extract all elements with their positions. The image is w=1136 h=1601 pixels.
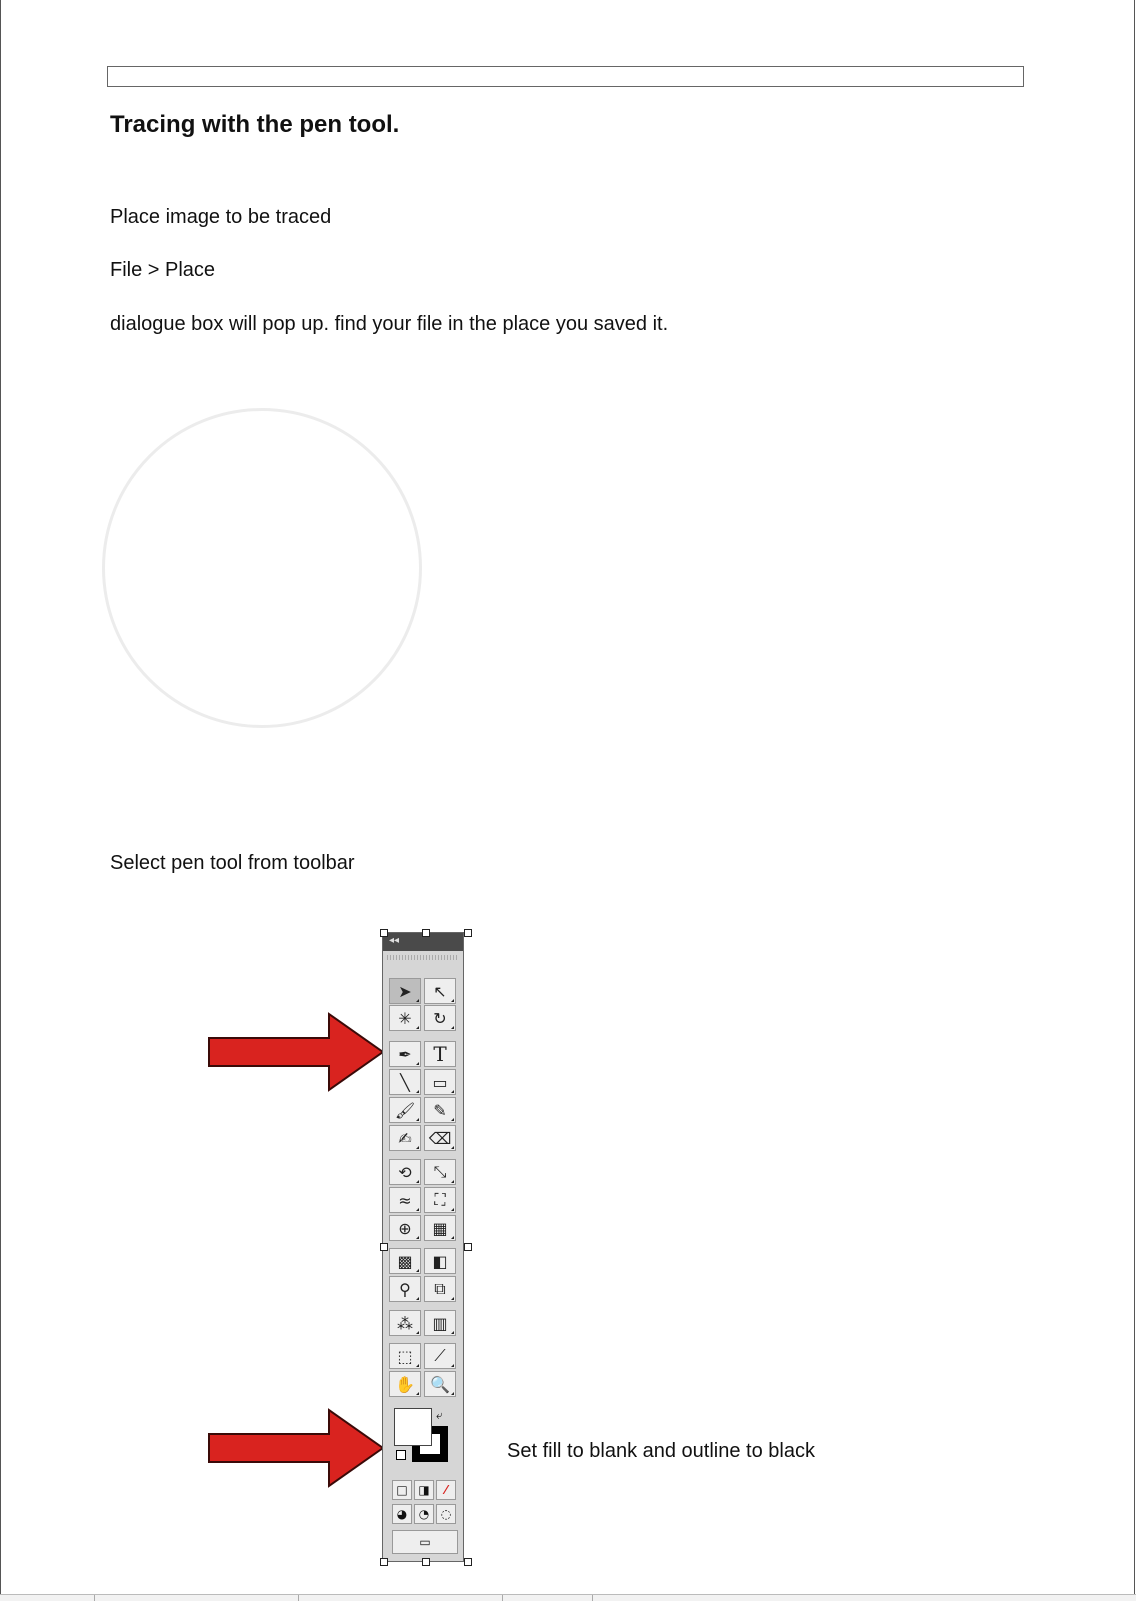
annotation-fill-outline: Set fill to blank and outline to black [507,1440,815,1462]
selection-handle[interactable] [422,1558,430,1566]
warp-tool-icon[interactable]: ≈ [389,1187,421,1213]
draw-behind-icon[interactable]: ◔ [414,1504,434,1524]
paragraph-file-place: File > Place [110,259,216,281]
red-arrow-pen-tool [207,1012,387,1092]
artboard-tool-icon[interactable]: ⬚ [389,1343,421,1369]
perspective-grid-tool-icon[interactable]: ▦ [424,1215,456,1241]
shape-builder-tool-icon[interactable]: ⊕ [389,1215,421,1241]
page-title: Tracing with the pen tool. [110,111,400,138]
color-mode-icon[interactable]: □ [392,1480,412,1500]
rectangle-tool-icon[interactable]: ▭ [424,1069,456,1095]
lasso-tool-icon[interactable]: ↻ [424,1005,456,1031]
selection-handle[interactable] [422,929,430,937]
paragraph-place-image: Place image to be traced [110,206,332,228]
arrow-shape-pen [209,1014,383,1090]
swap-fill-stroke-icon[interactable]: ⤶ [436,1408,443,1422]
selection-handle[interactable] [464,1558,472,1566]
fill-stroke-swatches [394,1408,452,1464]
symbol-sprayer-tool-icon[interactable]: ⁂ [389,1310,421,1336]
paragraph-select-pen-tool: Select pen tool from toolbar [110,852,355,874]
selection-handle[interactable] [380,1243,388,1251]
gradient-mode-icon[interactable]: ◨ [414,1480,434,1500]
draw-inside-icon[interactable]: ◌ [436,1504,456,1524]
header-text-box[interactable] [107,66,1024,87]
type-tool-icon[interactable]: T [424,1041,456,1067]
magic-wand-tool-icon[interactable]: ✳ [389,1005,421,1031]
page-border-right [1134,0,1135,1600]
column-graph-tool-icon[interactable]: ▥ [424,1310,456,1336]
selection-handle[interactable] [380,1558,388,1566]
selection-tool-icon[interactable]: ➤ [389,978,421,1004]
blob-brush-tool-icon[interactable]: ✍ [389,1125,421,1151]
fill-swatch[interactable] [394,1408,432,1446]
selection-handle[interactable] [464,929,472,937]
default-fill-stroke-icon[interactable] [396,1450,406,1460]
scale-tool-icon[interactable]: ⤡ [424,1159,456,1185]
page-border-left [0,0,1,1600]
selection-handle[interactable] [380,929,388,937]
red-arrow-fill-stroke [207,1408,387,1488]
placed-image-placeholder-circle [102,408,422,728]
slice-tool-icon[interactable]: ⟋ [424,1343,456,1369]
eraser-tool-icon[interactable]: ⌫ [424,1125,456,1151]
gradient-tool-icon[interactable]: ◧ [424,1248,456,1274]
free-transform-tool-icon[interactable]: ⛶ [424,1187,456,1213]
paragraph-dialogue-box: dialogue box will pop up. find your file in the place you saved it. [110,313,669,335]
mesh-tool-icon[interactable]: ▩ [389,1248,421,1274]
hand-tool-icon[interactable]: ✋ [389,1371,421,1397]
collapse-double-chevron-icon[interactable]: ◂◂ [389,935,400,946]
pen-tool-icon[interactable]: ✒ [389,1041,421,1067]
draw-normal-icon[interactable]: ◕ [392,1504,412,1524]
paintbrush-tool-icon[interactable]: 🖌 [389,1097,421,1123]
tools-panel-grip[interactable] [387,955,459,960]
none-mode-icon[interactable]: ⁄ [436,1480,456,1500]
blend-tool-icon[interactable]: ⧉ [424,1276,456,1302]
zoom-tool-icon[interactable]: 🔍 [424,1371,456,1397]
screen-mode-button[interactable]: ▭ [392,1530,458,1554]
rotate-tool-icon[interactable]: ⟲ [389,1159,421,1185]
arrow-shape-fill [209,1410,383,1486]
line-tool-icon[interactable]: ╲ [389,1069,421,1095]
pencil-tool-icon[interactable]: ✎ [424,1097,456,1123]
selection-handle[interactable] [464,1243,472,1251]
eyedropper-tool-icon[interactable]: ⚲ [389,1276,421,1302]
direct-selection-tool-icon[interactable]: ↖ [424,978,456,1004]
